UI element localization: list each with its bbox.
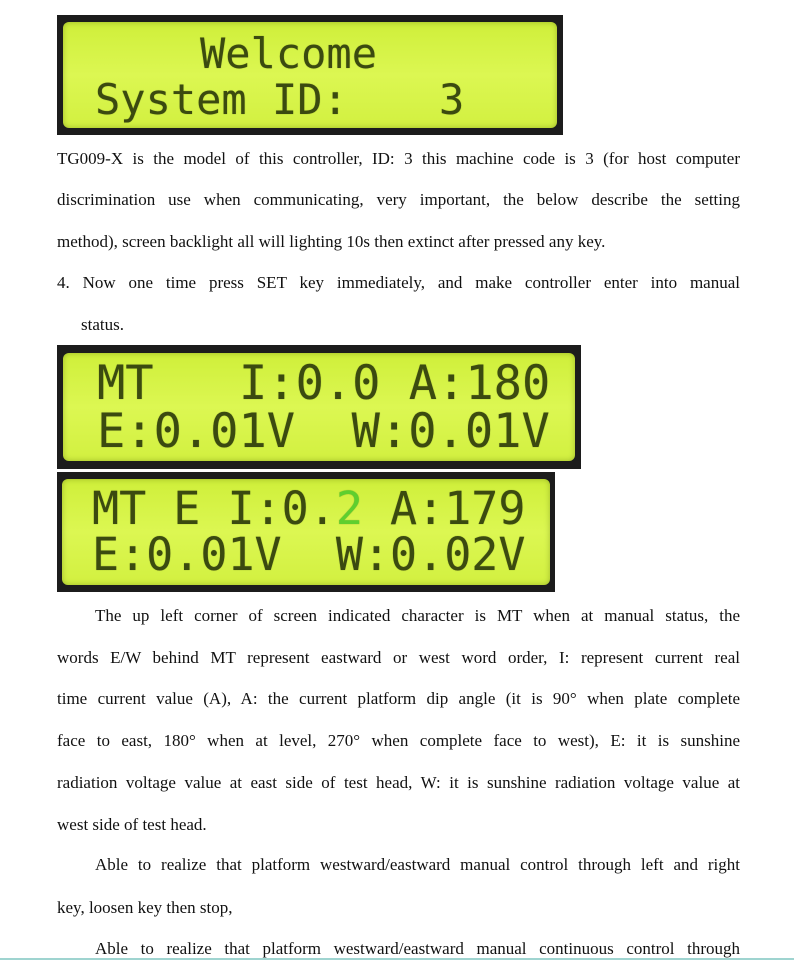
paragraph-continuous-control-line-1: Able to realize that platform westward/eastward manual continuous control through	[95, 939, 740, 958]
paragraph-model-line-1: TG009-X is the model of this controller, ID: 3 this machine code is 3 (for host computer	[57, 149, 740, 168]
lcd-current-digit: 2	[335, 482, 363, 535]
lcd-status-left: MT E I:0.	[92, 482, 336, 535]
paragraph-mt-line-2: words E/W behind MT represent eastward or west word order, I: represent current real	[57, 648, 740, 667]
lcd-line-system-id-label: System ID:	[95, 75, 348, 124]
paragraph-mt-line-1: The up left corner of screen indicated character is MT when at manual status, the	[95, 606, 740, 625]
lcd-display-manual-1	[57, 345, 581, 469]
step-4-line-1: 4. Now one time press SET key immediately, and make controller enter into manual	[57, 273, 740, 292]
lcd-line-voltages: E:0.01V W:0.02V	[92, 528, 526, 581]
lcd-line-current-angle: I:0.0 A:180	[239, 356, 551, 411]
step-4-line-2: status.	[81, 315, 124, 334]
lcd-line-system-id-value: 3	[439, 75, 465, 124]
paragraph-mt-line-4: face to east, 180° when at level, 270° when complete face to west), E: it is sunshine	[57, 731, 740, 750]
lcd-line-welcome: Welcome	[200, 29, 378, 78]
paragraph-model-line-2: discrimination use when communicating, very important, the below describe the setting	[57, 190, 740, 209]
lcd-screen	[63, 22, 557, 128]
paragraph-manual-control-line-1: Able to realize that platform westward/eastward manual control through left and right	[95, 855, 740, 874]
page-bottom-rule	[0, 958, 794, 960]
lcd-line-status	[92, 482, 526, 535]
lcd-screen	[62, 479, 550, 585]
lcd-line-voltages: E:0.01V W:0.01V	[97, 404, 550, 459]
lcd-line-mode: MT	[97, 356, 154, 411]
paragraph-mt-line-5: radiation voltage value at east side of test head, W: it is sunshine radiation voltage value at	[57, 773, 740, 792]
lcd-angle: A:179	[362, 482, 526, 535]
paragraph-model-line-3: method), screen backlight all will lighting 10s then extinct after pressed any key.	[57, 232, 606, 251]
paragraph-manual-control-line-2: key, loosen key then stop,	[57, 898, 233, 917]
paragraph-mt-line-3: time current value (A), A: the current platform dip angle (it is 90° when plate complete	[57, 689, 740, 708]
lcd-display-manual-2	[57, 472, 555, 592]
paragraph-mt-line-6: west side of test head.	[57, 815, 207, 834]
lcd-display-welcome	[57, 15, 563, 135]
lcd-screen	[63, 353, 575, 461]
